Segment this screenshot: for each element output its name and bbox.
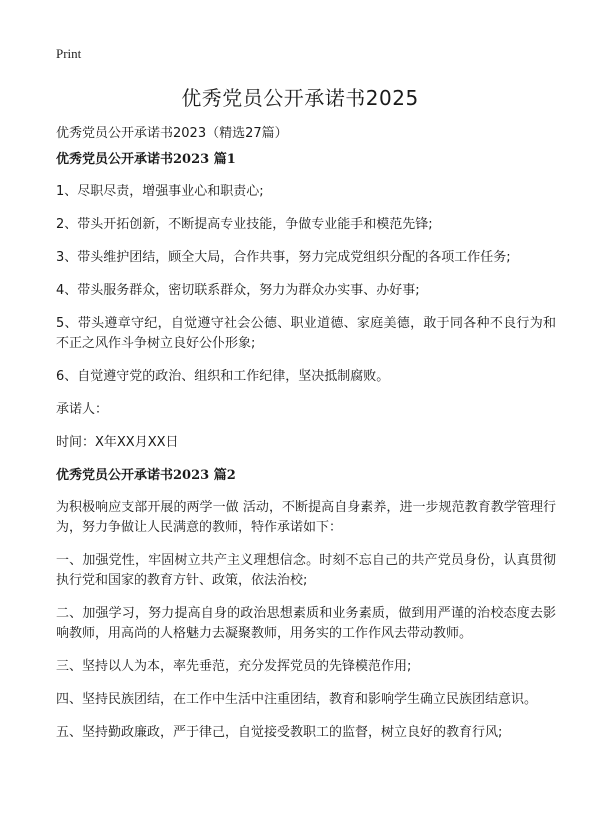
page-title: 优秀党员公开承诺书2025 [181, 86, 419, 110]
list-item: 6、自觉遵守党的政治、组织和工作纪律，坚决抵制腐败。 [56, 369, 390, 384]
list-item: 五、坚持勤政廉政，严于律己，自觉接受教职工的监督，树立良好的教育行风; [56, 725, 503, 740]
list-item: 二、加强学习，努力提高自身的政治思想素质和业务素质，做到用严谨的治校态度去影响教师，用高尚的人格魅力去凝聚教师，用务实的工作作风去带动教师。 [56, 606, 556, 641]
section-heading-2: 优秀党员公开承诺书2023 篇2 [56, 468, 236, 483]
list-item: 四、坚持民族团结，在工作中生活中注重团结，教育和影响学生确立民族团结意识。 [56, 692, 538, 707]
time-label: 时间：X年XX月XX日 [56, 435, 179, 450]
list-item: 一、加强党性，牢固树立共产主义理想信念。时刻不忘自己的共产党员身份，认真贯彻执行党和国家的教育方针、政策，依法治校; [56, 553, 556, 588]
list-item: 1、尽职尽责，增强事业心和职责心; [56, 184, 264, 199]
document-subtitle: 优秀党员公开承诺书2023（精选27篇） [56, 126, 288, 141]
list-item: 三、坚持以人为本，率先垂范，充分发挥党员的先锋模范作用; [56, 659, 412, 674]
promiser-label: 承诺人： [56, 402, 109, 417]
list-item: 4、带头服务群众，密切联系群众，努力为群众办实事、办好事; [56, 283, 420, 298]
list-item: 5、带头遵章守纪，自觉遵守社会公德、职业道德、家庭美德，敢于同各种不良行为和不正之风作斗争树立良好公仆形象; [56, 316, 556, 351]
list-item: 3、带头维护团结，顾全大局，合作共事，努力完成党组织分配的各项工作任务; [56, 250, 511, 265]
print-link[interactable]: Print [56, 46, 82, 61]
list-item: 2、带头开拓创新，不断提高专业技能，争做专业能手和模范先锋; [56, 217, 433, 232]
document-body [56, 150, 556, 743]
section-heading-1: 优秀党员公开承诺书2023 篇1 [56, 152, 236, 167]
section-intro: 为积极响应支部开展的两学一做 活动，不断提高自身素养，进一步规范教育教学管理行为，努力争做让人民满意的教师，特作承诺如下： [56, 500, 556, 535]
